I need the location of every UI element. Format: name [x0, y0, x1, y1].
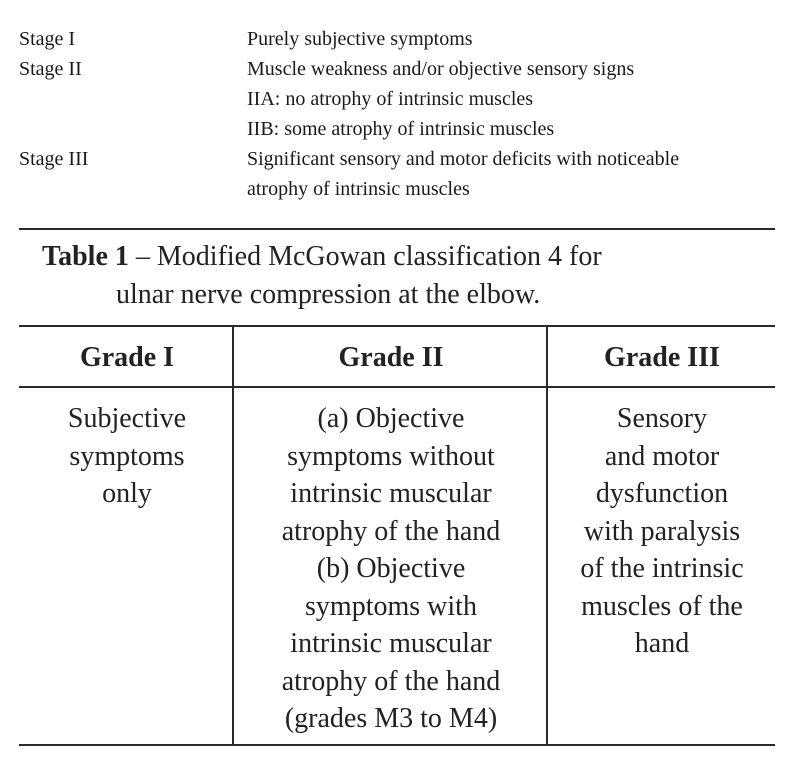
caption-line-1: [42, 238, 762, 276]
cell-line: intrinsic muscular: [290, 478, 492, 509]
stage-description-line: Muscle weakness and/or objective sensory signs: [247, 58, 635, 80]
cell-line: symptoms with: [305, 590, 477, 622]
cell-line: (b) Objective: [316, 553, 466, 584]
cell-line: (a) Objective: [317, 403, 465, 434]
header-grade-3: Grade III: [604, 342, 720, 373]
stage-list: [19, 24, 789, 204]
cell-line: muscles of the: [581, 590, 743, 622]
cell-line: dysfunction: [595, 478, 729, 509]
caption-text: – Modified McGowan classification 4 for: [128, 241, 602, 272]
grade-1-cell: [21, 400, 233, 513]
cell-line: symptoms: [69, 440, 185, 472]
cell-line: only: [102, 478, 152, 509]
grade-table: [19, 325, 775, 746]
cell-line: and motor: [604, 440, 720, 472]
header-grade-2: Grade II: [338, 342, 444, 373]
stage-description-line: Purely subjective symptoms: [247, 28, 473, 50]
stage-description-line: atrophy of intrinsic muscles: [247, 178, 470, 200]
stage-row-1: [19, 24, 789, 54]
section-divider: [19, 228, 775, 230]
cell-line: Subjective: [67, 403, 187, 434]
stage-row-3: [19, 144, 789, 204]
cell-line: intrinsic muscular: [290, 628, 492, 659]
stage-label: Stage III: [19, 148, 89, 170]
table-caption: [42, 238, 762, 314]
stage-label: Stage I: [19, 28, 76, 50]
stage-description-line: IIA: no atrophy of intrinsic muscles: [247, 88, 534, 110]
cell-line: atrophy of the hand: [281, 515, 501, 547]
cell-line: with paralysis: [583, 515, 741, 547]
grade-3-cell: [549, 400, 775, 663]
stage-description-line: Significant sensory and motor deficits with noticeable: [247, 148, 680, 170]
cell-line: (grades M3 to M4): [284, 703, 498, 734]
grade-2-cell: [235, 400, 547, 738]
caption-line-2: ulnar nerve compression at the elbow.: [116, 279, 541, 310]
cell-line: symptoms without: [287, 440, 495, 472]
caption-lead: Table 1: [42, 241, 129, 272]
stage-description-line: IIB: some atrophy of intrinsic muscles: [247, 118, 555, 140]
stage-description: [247, 24, 789, 54]
cell-line: hand: [634, 628, 690, 659]
header-grade-1: Grade I: [79, 342, 175, 373]
cell-line: of the intrinsic: [580, 553, 744, 584]
stage-description: [247, 54, 789, 144]
cell-line: atrophy of the hand: [281, 665, 501, 697]
stage-description: [247, 144, 789, 204]
stage-row-2: [19, 54, 789, 144]
header-divider: [19, 386, 775, 388]
column-divider: [232, 327, 234, 744]
stage-label: Stage II: [19, 58, 82, 80]
cell-line: Sensory: [616, 403, 708, 434]
